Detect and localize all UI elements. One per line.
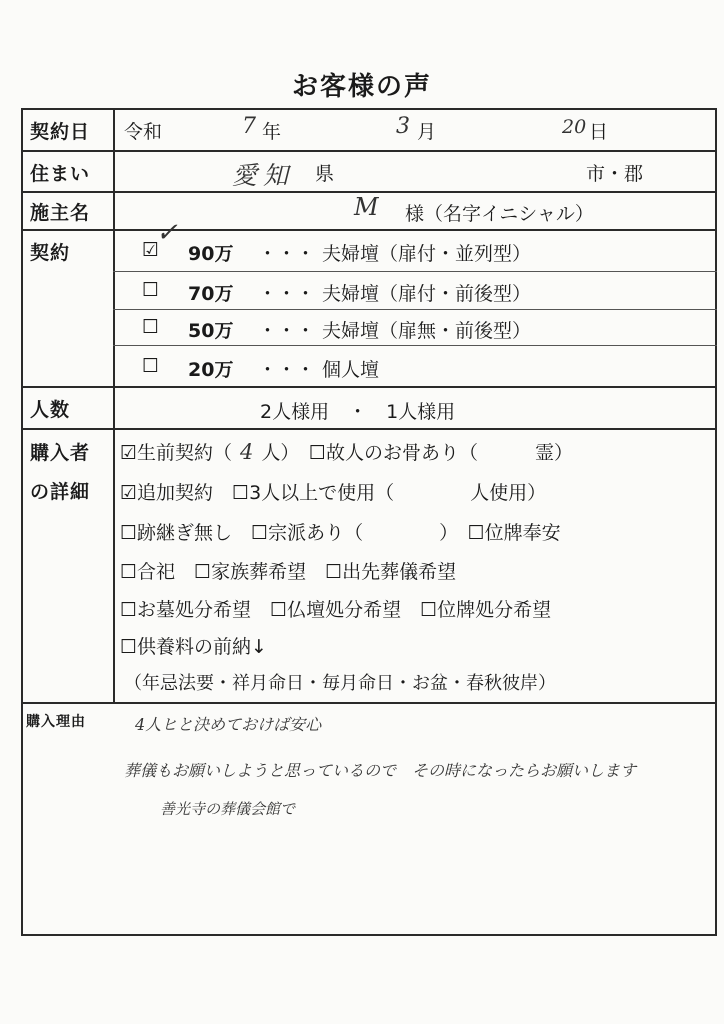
residence-prefecture-unit: 県 — [315, 163, 335, 185]
row-divider — [21, 428, 717, 430]
people-options: 2人様用 ・ 1人様用 — [260, 401, 456, 423]
row-divider — [21, 229, 717, 231]
contract-dots: ・・・ — [258, 320, 316, 342]
label-contract: 契約 — [30, 242, 71, 264]
details-line-4: ☐合祀 ☐家族葬希望 ☐出先葬儀希望 — [120, 561, 457, 583]
contract-desc: 夫婦壇（扉無・前後型） — [322, 320, 532, 342]
label-column-divider — [113, 108, 115, 702]
date-month-value: 3 — [396, 114, 410, 139]
details-line-3: ☐跡継ぎ無し ☐宗派あり（ ） ☐位牌奉安 — [120, 522, 561, 544]
label-purchase-reason: 購入理由 — [26, 714, 86, 730]
reason-line-1: 4人ヒと決めておけば安心 — [135, 715, 322, 734]
details-line-1-start: ☑生前契約（ — [120, 442, 233, 464]
details-people-count: 4 — [240, 440, 254, 464]
row-divider — [113, 271, 717, 272]
row-divider — [113, 309, 717, 310]
contract-desc: 夫婦壇（扉付・前後型） — [322, 283, 532, 305]
details-line-1 — [120, 438, 573, 465]
row-divider — [21, 386, 717, 388]
check-mark-icon: ✓ — [156, 218, 178, 248]
details-line-1-end: 人） ☐故人のお骨あり（ 霊） — [261, 442, 573, 464]
label-buyer-details-2: の詳細 — [30, 481, 91, 503]
details-line-5: ☐お墓処分希望 ☐仏壇処分希望 ☐位牌処分希望 — [120, 599, 552, 621]
date-month-unit: 月 — [417, 121, 437, 143]
row-divider — [21, 150, 717, 152]
checkbox-icon: ☐ — [142, 316, 160, 338]
page-title: お客様の声 — [291, 72, 432, 102]
date-day-unit: 日 — [589, 121, 609, 143]
contract-desc: 個人壇 — [322, 359, 380, 381]
details-line-2: ☑追加契約 ☐3人以上で使用（ 人使用） — [120, 482, 547, 504]
label-people: 人数 — [30, 399, 71, 421]
owner-initial: M — [354, 193, 379, 221]
row-divider — [21, 702, 717, 704]
date-year-unit: 年 — [262, 121, 282, 143]
row-divider — [113, 345, 717, 346]
contract-price: 50万 — [188, 320, 234, 342]
contract-price: 20万 — [188, 359, 234, 381]
date-era: 令和 — [124, 121, 163, 143]
contract-dots: ・・・ — [258, 359, 316, 381]
date-year-value: 7 — [242, 114, 256, 139]
contract-dots: ・・・ — [258, 283, 316, 305]
reason-line-3: 善光寺の葬儀会館で — [160, 800, 296, 818]
residence-city-label: 市・郡 — [586, 163, 644, 185]
contract-desc: 夫婦壇（扉付・並列型） — [322, 243, 532, 265]
label-residence: 住まい — [30, 163, 91, 185]
contract-price: 90万 — [188, 243, 234, 265]
reason-line-2: 葬儀もお願いしようと思っているので その時になったらお願いします — [124, 761, 637, 780]
checkbox-icon: ☐ — [142, 279, 160, 301]
contract-price: 70万 — [188, 283, 234, 305]
residence-prefecture: 愛知 — [232, 161, 295, 190]
owner-suffix: 様（名字イニシャル） — [405, 203, 594, 225]
label-owner-name: 施主名 — [30, 202, 91, 224]
details-line-6: ☐供養料の前納↓ — [120, 636, 267, 658]
label-contract-date: 契約日 — [30, 121, 91, 143]
checkbox-icon: ☑ — [142, 239, 160, 261]
checkbox-icon: ☐ — [142, 355, 160, 377]
details-line-7: （年忌法要・祥月命日・毎月命日・お盆・春秋彼岸） — [124, 673, 556, 694]
date-day-value: 20 — [562, 116, 587, 138]
label-buyer-details-1: 購入者 — [30, 442, 91, 464]
contract-dots: ・・・ — [258, 243, 316, 265]
